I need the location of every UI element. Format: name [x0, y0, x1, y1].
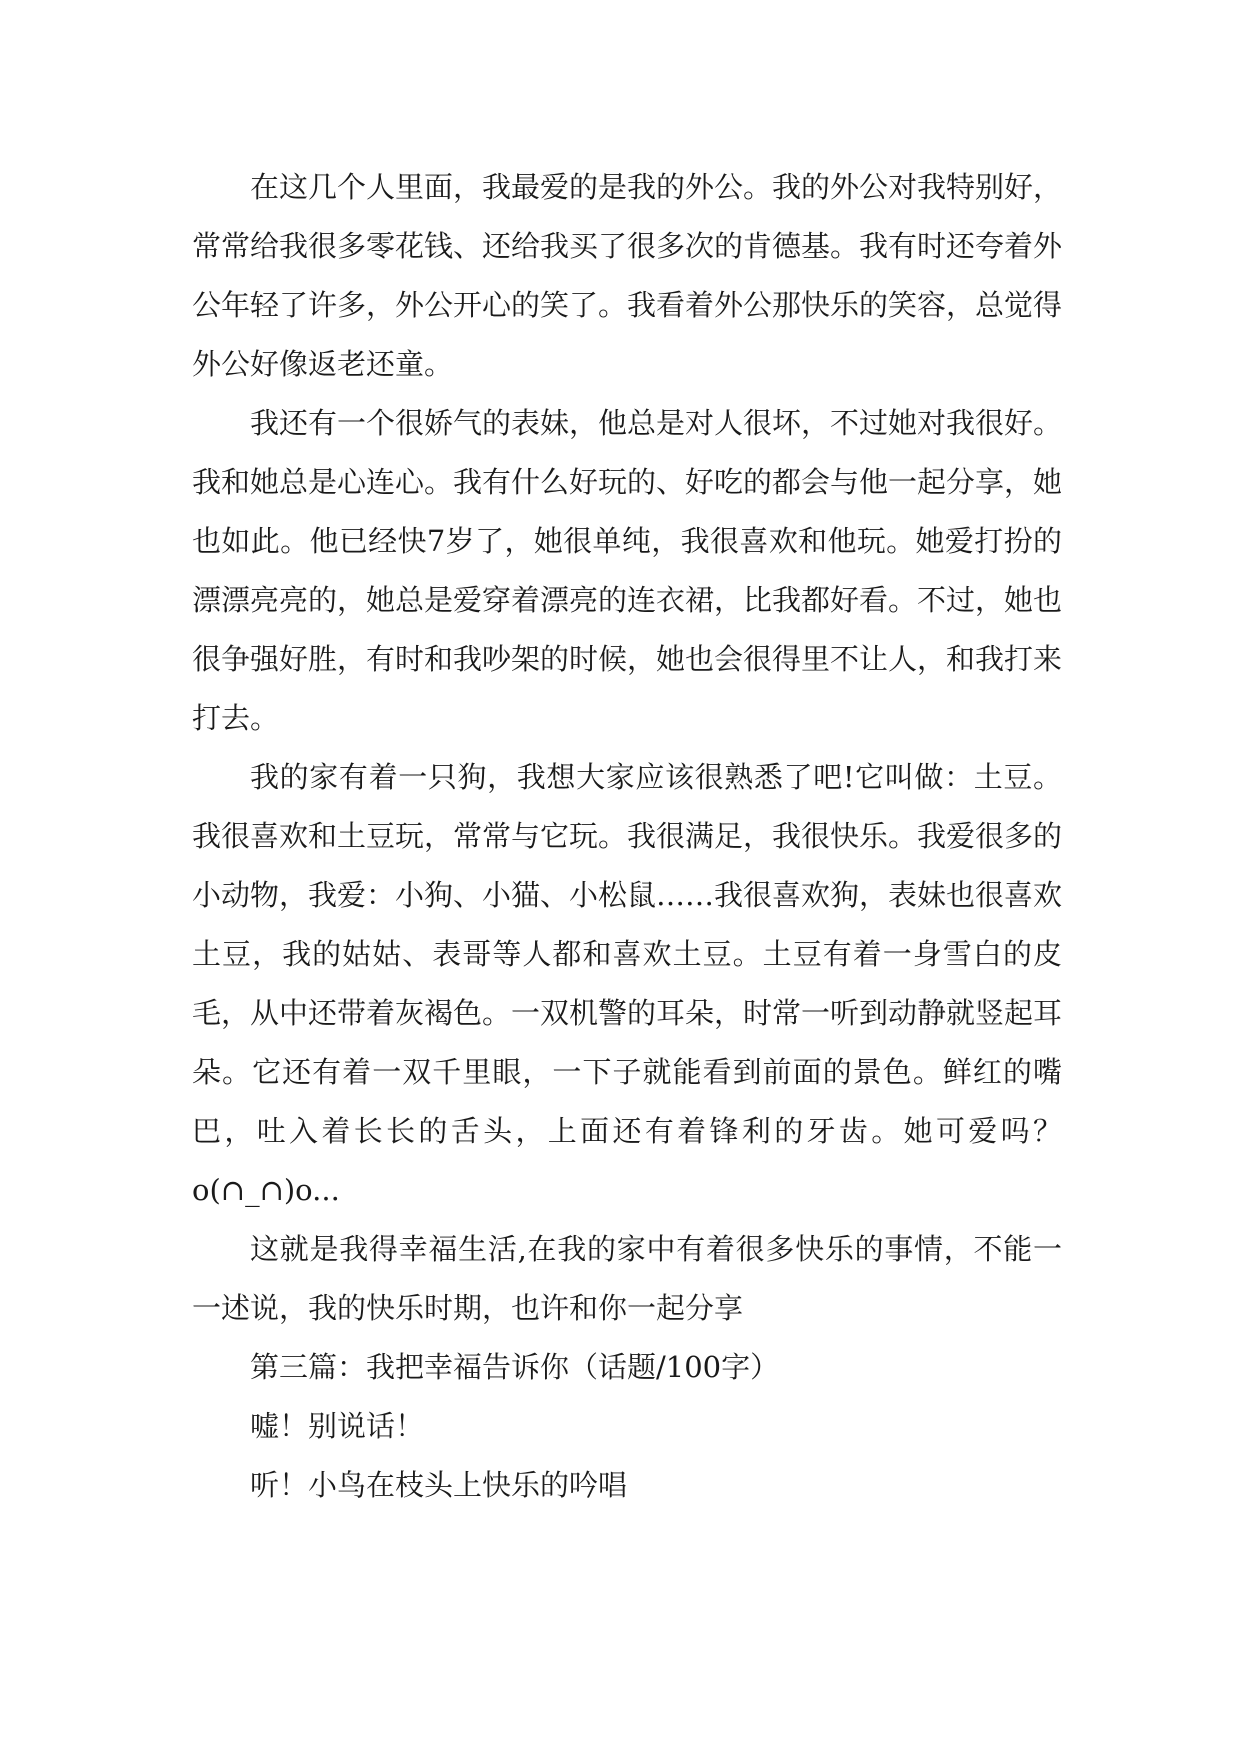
paragraph-cousin: 我还有一个很娇气的表妹，他总是对人很坏，不过她对我很好。我和她总是心连心。我有什么好玩的、好吃的都会与他一起分享，她也如此。他已经快7岁了，她很单纯，我很喜欢和他玩。她爱打扮的漂漂亮亮的，她总是爱穿着漂亮的连衣裙，比我都好看。不过，她也很争强好胜，有时和我吵架的时候，她也会很得里不让人，和我打来打去。	[192, 406, 1063, 735]
document-body	[192, 158, 1062, 1515]
body-line-hush: 嘘！别说话！	[250, 1409, 425, 1443]
section-title: 第三篇：我把幸福告诉你（话题/100字）	[250, 1350, 780, 1384]
paragraph-grandfather: 在这几个人里面，我最爱的是我的外公。我的外公对我特别好，常常给我很多零花钱、还给我买了很多次的肯德基。我有时还夸着外公年轻了许多，外公开心的笑了。我看着外公那快乐的笑容，总觉得外公好像返老还童。	[192, 170, 1063, 381]
paragraph-conclusion: 这就是我得幸福生活,在我的家中有着很多快乐的事情，不能一一述说，我的快乐时期，也许和你一起分享	[192, 1232, 1062, 1325]
body-line-listen: 听！小鸟在枝头上快乐的吟唱	[250, 1468, 628, 1502]
paragraph-dog: 我的家有着一只狗，我想大家应该很熟悉了吧!它叫做：土豆。我很喜欢和土豆玩，常常与它玩。我很满足，我很快乐。我爱很多的小动物，我爱：小狗、小猫、小松鼠……我很喜欢狗，表妹也很喜欢土豆，我的姑姑、表哥等人都和喜欢土豆。土豆有着一身雪白的皮毛，从中还带着灰褐色。一双机警的耳朵，时常一听到动静就竖起耳朵。它还有着一双千里眼，一下子就能看到前面的景色。鲜红的嘴巴，吐入着长长的舌头，上面还有着锋利的牙齿。她可爱吗？o(∩_∩)o...	[192, 760, 1063, 1207]
